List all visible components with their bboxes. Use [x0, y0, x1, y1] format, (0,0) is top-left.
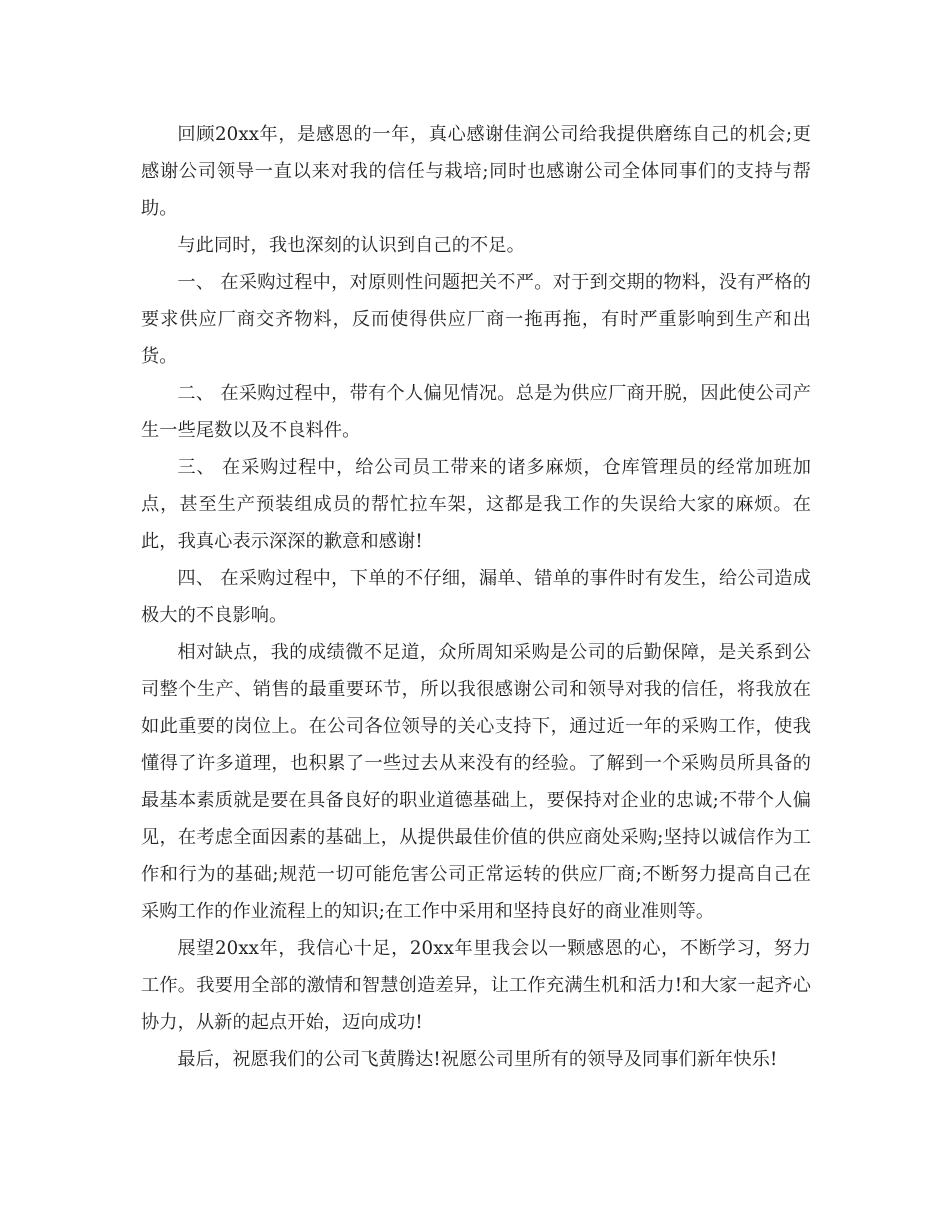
paragraph-shortcoming-3: 三、 在采购过程中，给公司员工带来的诸多麻烦，仓库管理员的经常加班加点，甚至生产预装组成员的帮忙拉车架，这都是我工作的失误给大家的麻烦。在此，我真心表示深深的歉意和感谢!	[141, 457, 811, 552]
paragraph-shortcoming-4: 四、 在采购过程中，下单的不仔细，漏单、错单的事件时有发生，给公司造成极大的不良影响。	[141, 568, 811, 626]
document-body	[141, 116, 811, 1078]
paragraph-shortcoming-2: 二、 在采购过程中，带有个人偏见情况。总是为供应厂商开脱，因此使公司产生一些尾数以及不良料件。	[141, 383, 811, 441]
paragraph-gratitude: 回顾20xx年，是感恩的一年，真心感谢佳润公司给我提供磨练自己的机会;更感谢公司领导一直以来对我的信任与栽培;同时也感谢公司全体同事们的支持与帮助。	[141, 124, 811, 219]
paragraph-closing-wishes: 最后，祝愿我们的公司飞黄腾达!祝愿公司里所有的领导及同事们新年快乐!	[177, 1049, 778, 1070]
paragraph-shortcomings-intro: 与此同时，我也深刻的认识到自己的不足。	[177, 235, 525, 256]
paragraph-shortcoming-1: 一、 在采购过程中，对原则性问题把关不严。对于到交期的物料，没有严格的要求供应厂商交齐物料，反而使得供应厂商一拖再拖，有时严重影响到生产和出货。	[141, 272, 811, 367]
paragraph-achievements: 相对缺点，我的成绩微不足道，众所周知采购是公司的后勤保障，是关系到公司整个生产、销售的最重要环节，所以我很感谢公司和领导对我的信任，将我放在如此重要的岗位上。在公司各位领导的关心支持下，通过近一年的采购工作，使我懂得了许多道理，也积累了一些过去从来没有的经验。了解到一个采购员所具备的最基本素质就是要在具备良好的职业道德基础上，要保持对企业的忠诚;不带个人偏见，在考虑全面因素的基础上，从提供最佳价值的供应商处采购;坚持以诚信作为工作和行为的基础;规范一切可能危害公司正常运转的供应厂商;不断努力提高自己在采购工作的作业流程上的知识;在工作中采用和坚持良好的商业准则等。	[141, 642, 811, 922]
paragraph-outlook: 展望20xx年，我信心十足，20xx年里我会以一颗感恩的心，不断学习，努力工作。我要用全部的激情和智慧创造差异，让工作充满生机和活力!和大家一起齐心协力，从新的起点开始，迈向成功!	[141, 938, 811, 1033]
